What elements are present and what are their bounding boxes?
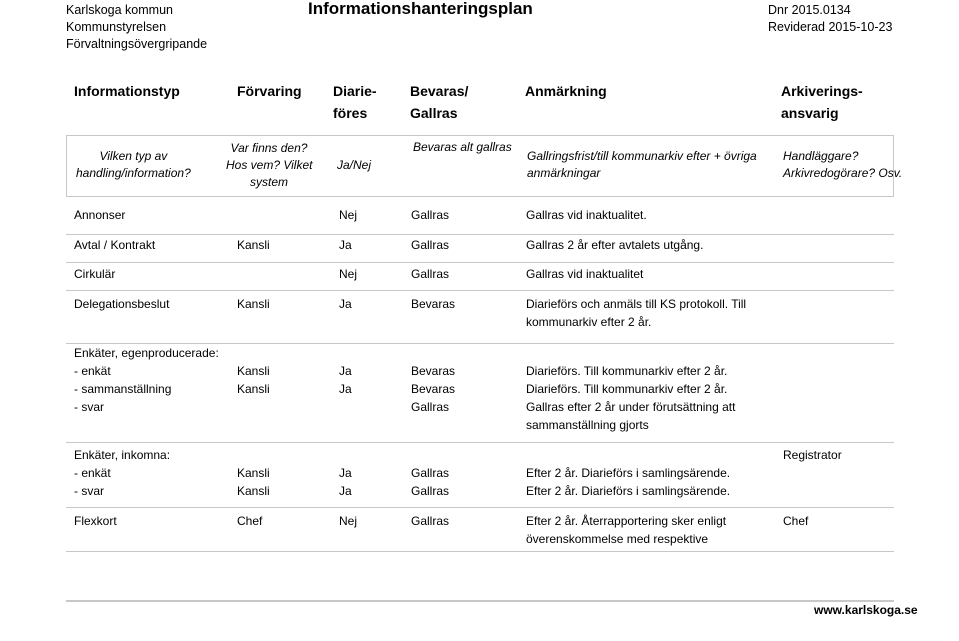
explain-storage	[226, 140, 312, 191]
cell-type-line: - svar	[74, 484, 104, 498]
cell-registered-line: Ja	[339, 466, 352, 480]
org-info	[66, 2, 207, 53]
explain-keep	[413, 139, 512, 156]
cell-storage	[237, 344, 270, 398]
cell-registered-line	[339, 344, 352, 362]
cell-storage: Kansli	[237, 297, 270, 311]
table-row	[74, 206, 125, 224]
col-header-archive	[781, 80, 863, 124]
cell-type-line: - sammanställning	[74, 382, 172, 396]
cell-note-line: Efter 2 år. Diarieförs i samlingsärende.	[526, 466, 731, 480]
cell-keep: Gallras	[411, 208, 450, 222]
org-name: Karlskoga kommun	[66, 3, 173, 17]
cell-note: Gallras vid inaktualitet.	[526, 208, 647, 222]
cell-note: Gallras vid inaktualitet	[526, 267, 644, 281]
org-unit: Förvaltningsövergripande	[66, 37, 208, 51]
cell-note-line: Diarieförs. Till kommunarkiv efter 2 år.	[526, 382, 728, 396]
explain-note-line2: anmärkningar	[527, 166, 601, 180]
document-number: Dnr 2015.0134	[768, 3, 851, 17]
cell-registered-line: Ja	[339, 484, 352, 498]
explain-storage-line2: Hos vem? Vilket	[226, 158, 313, 172]
cell-note: Gallras 2 år efter avtalets utgång.	[526, 238, 704, 252]
cell-storage-line: Kansli	[237, 466, 270, 480]
col-header-archive-line1: Arkiverings-	[781, 83, 863, 99]
cell-registered	[339, 446, 352, 500]
col-header-type	[74, 80, 180, 102]
cell-note-line	[526, 344, 735, 362]
col-header-keep-line1: Bevaras/	[410, 83, 469, 99]
cell-registered: Ja	[339, 297, 352, 311]
explain-type-line1: Vilken typ av	[99, 149, 168, 163]
col-header-registered-line2: föres	[333, 105, 368, 121]
row-divider	[66, 551, 894, 552]
cell-storage: Kansli	[237, 238, 270, 252]
cell-type: Cirkulär	[74, 267, 116, 281]
col-header-note	[525, 80, 607, 102]
cell-note-line: överenskommelse med respektive	[526, 532, 709, 546]
explain-registered	[337, 157, 371, 174]
explain-note-line1: Gallringsfrist/till kommunarkiv efter + övriga	[527, 149, 757, 163]
cell-storage: Chef	[237, 514, 263, 528]
cell-keep	[411, 344, 455, 416]
cell-keep: Bevaras	[411, 297, 456, 311]
cell-note-line: Diarieförs och anmäls till KS protokoll. Till	[526, 297, 747, 311]
cell-note-line: kommunarkiv efter 2 år.	[526, 315, 652, 329]
cell-note	[526, 295, 746, 331]
cell-note-line: Efter 2 år. Återrapportering sker enligt	[526, 514, 727, 528]
cell-registered: Nej	[339, 514, 358, 528]
row-divider	[66, 262, 894, 263]
cell-keep-line: Gallras	[411, 484, 450, 498]
cell-type	[74, 344, 219, 416]
explain-storage-line1: Var finns den?	[230, 141, 308, 155]
explain-archive-line1: Handläggare?	[783, 149, 859, 163]
cell-keep	[411, 446, 449, 500]
cell-note	[526, 344, 735, 434]
cell-keep-line: Bevaras	[411, 382, 456, 396]
cell-type: Annonser	[74, 208, 126, 222]
explain-archive	[783, 148, 902, 182]
cell-type-line: - enkät	[74, 364, 111, 378]
cell-type: Flexkort	[74, 514, 117, 528]
cell-registered: Nej	[339, 267, 358, 281]
footer-url[interactable]: www.karlskoga.se	[814, 603, 918, 617]
cell-note-line: Gallras efter 2 år under förutsättning att	[526, 400, 736, 414]
cell-registered-line: Ja	[339, 364, 352, 378]
cell-type-line: - enkät	[74, 466, 111, 480]
cell-note	[526, 446, 730, 500]
explain-keep-line1: Bevaras alt gallras	[413, 140, 512, 154]
cell-keep-line	[411, 446, 449, 464]
page-title: Informationshanteringsplan	[308, 0, 533, 18]
footer-divider	[66, 600, 894, 602]
cell-note-line	[526, 446, 730, 464]
col-header-storage	[237, 80, 302, 102]
cell-archive: Registrator	[783, 448, 842, 462]
cell-note-line: Efter 2 år. Diarieförs i samlingsärende.	[526, 484, 731, 498]
row-divider	[66, 234, 894, 235]
cell-registered-line: Ja	[339, 382, 352, 396]
cell-keep-line	[411, 344, 455, 362]
cell-note-line: Diarieförs. Till kommunarkiv efter 2 år.	[526, 364, 728, 378]
org-board: Kommunstyrelsen	[66, 20, 167, 34]
explain-archive-line2: Arkivredogörare? Osv.	[783, 166, 903, 180]
col-header-keep	[410, 80, 468, 124]
cell-registered: Nej	[339, 208, 358, 222]
row-divider	[66, 290, 894, 291]
cell-type: Avtal / Kontrakt	[74, 238, 156, 252]
cell-keep: Gallras	[411, 514, 450, 528]
cell-archive: Chef	[783, 514, 809, 528]
col-header-archive-line2: ansvarig	[781, 105, 839, 121]
explain-type-line2: handling/information?	[76, 166, 191, 180]
cell-type-line: - svar	[74, 400, 104, 414]
cell-keep: Gallras	[411, 267, 450, 281]
cell-storage-line: Kansli	[237, 364, 270, 378]
row-divider	[66, 507, 894, 508]
cell-storage-line	[237, 344, 270, 362]
row-divider	[66, 442, 894, 443]
explain-note	[527, 148, 757, 182]
cell-storage-line: Kansli	[237, 484, 270, 498]
doc-info	[768, 2, 892, 36]
cell-storage	[237, 446, 270, 500]
cell-keep-line: Gallras	[411, 466, 450, 480]
cell-keep-line: Gallras	[411, 400, 450, 414]
explain-registered-line1: Ja/Nej	[337, 158, 372, 172]
cell-type-line: Enkäter, inkomna:	[74, 448, 171, 462]
col-header-registered	[333, 80, 377, 124]
cell-registered-line	[339, 446, 352, 464]
cell-type: Delegationsbeslut	[74, 297, 170, 311]
cell-storage-line: Kansli	[237, 382, 270, 396]
cell-registered: Ja	[339, 238, 352, 252]
explain-type	[76, 148, 191, 182]
cell-keep-line: Bevaras	[411, 364, 456, 378]
cell-keep: Gallras	[411, 238, 450, 252]
col-header-note-text: Anmärkning	[525, 83, 607, 99]
cell-note-line: sammanställning gjorts	[526, 418, 649, 432]
revision-date: Reviderad 2015-10-23	[768, 20, 893, 34]
col-header-registered-line1: Diarie-	[333, 83, 377, 99]
explain-storage-line3: system	[249, 175, 288, 189]
cell-type	[74, 446, 170, 500]
cell-type-line: Enkäter, egenproducerade:	[74, 346, 219, 360]
col-header-storage-text: Förvaring	[237, 83, 302, 99]
col-header-keep-line2: Gallras	[410, 105, 458, 121]
cell-note	[526, 512, 726, 548]
cell-storage-line	[237, 446, 270, 464]
cell-registered	[339, 344, 352, 398]
col-header-type-text: Informationstyp	[74, 83, 180, 99]
